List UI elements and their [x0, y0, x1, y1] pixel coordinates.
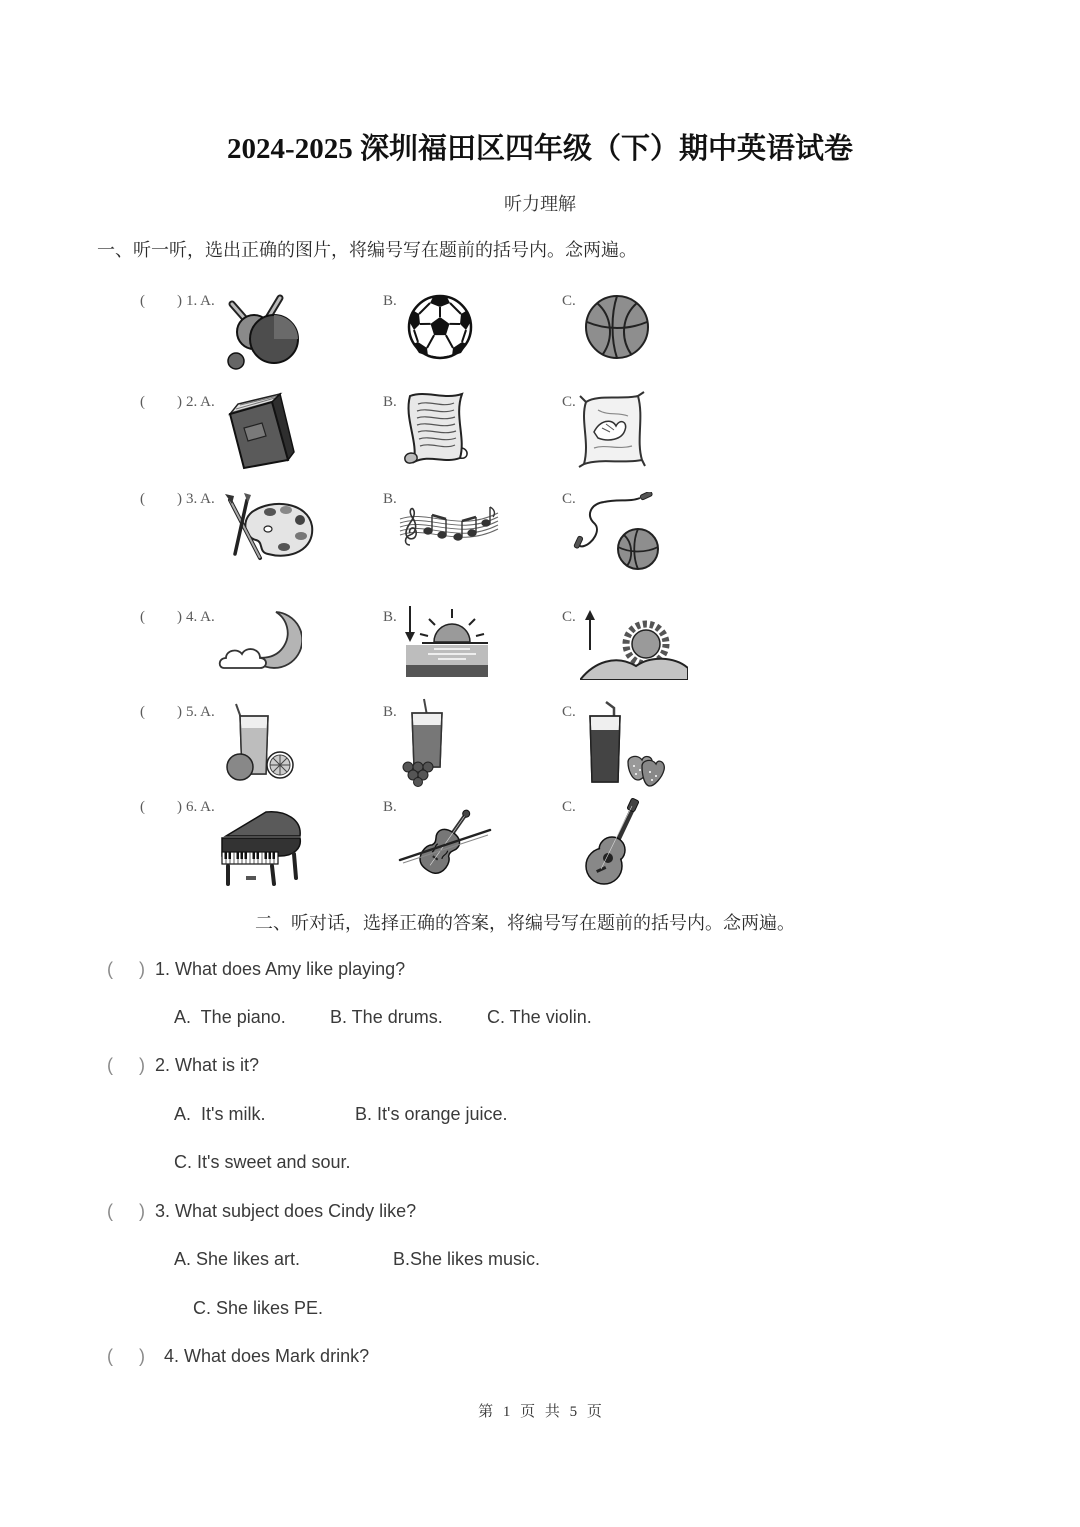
answer-bracket-close: ): [177, 704, 182, 720]
violin-icon: [395, 800, 495, 886]
question-label: 3. A.: [186, 491, 215, 507]
answer-bracket-open: (: [107, 1201, 113, 1221]
option-c-label: C.: [562, 491, 576, 507]
section-2-heading: 二、听对话，选择正确的答案，将编号写在题前的括号内。念两遍。: [255, 913, 795, 934]
answer-bracket-open: (: [140, 704, 145, 720]
answer-bracket-close: ): [139, 1201, 145, 1221]
section-1-heading: 一、听一听，选出正确的图片，将编号写在题前的括号内。念两遍。: [97, 240, 637, 261]
option-b-label: B.: [383, 704, 397, 720]
option-b-label: B.: [383, 491, 397, 507]
option-c-label: C.: [562, 609, 576, 625]
pillow-icon: [578, 390, 646, 468]
answer-bracket-open: (: [140, 609, 145, 625]
option-c-label: C.: [562, 293, 576, 309]
option-b-label: B.: [383, 799, 397, 815]
answer-bracket-close: ): [177, 799, 182, 815]
question-text: 3. What subject does Cindy like?: [155, 1201, 417, 1221]
section-subtitle: 听力理解: [504, 194, 576, 215]
option-a: A. She likes art.: [174, 1249, 301, 1269]
option-a: A. The piano.: [174, 1007, 286, 1027]
answer-bracket-open: (: [140, 491, 145, 507]
option-b-label: B.: [383, 394, 397, 410]
paper-scroll-icon: [398, 390, 472, 470]
option-b: B.She likes music.: [393, 1249, 541, 1269]
answer-bracket-close: ): [139, 1346, 145, 1366]
page-title: 2024-2025 深圳福田区四年级（下）期中英语试卷: [227, 133, 853, 165]
moon-cloud-icon: [218, 608, 302, 674]
strawberry-juice-icon: [582, 700, 666, 788]
guitar-icon: [580, 798, 644, 888]
answer-bracket-close: ): [177, 394, 182, 410]
question-text: 1. What does Amy like playing?: [155, 959, 406, 979]
question-text: 2. What is it?: [155, 1055, 260, 1075]
option-c-label: C.: [562, 799, 576, 815]
option-b-label: B.: [383, 609, 397, 625]
page-number-footer: 第 1 页 共 5 页: [478, 1404, 602, 1420]
answer-bracket-close: ): [177, 491, 182, 507]
question-label: 5. A.: [186, 704, 215, 720]
answer-bracket-close: ): [139, 1055, 145, 1075]
option-c-label: C.: [562, 394, 576, 410]
question-label: 4. A.: [186, 609, 215, 625]
question-label: 1. A.: [186, 293, 215, 309]
question-label: 6. A.: [186, 799, 215, 815]
question-text: 4. What does Mark drink?: [164, 1346, 370, 1366]
answer-bracket-open: (: [140, 293, 145, 309]
sunrise-icon: [580, 606, 688, 680]
option-c: C. The violin.: [487, 1007, 592, 1027]
piano-icon: [216, 808, 304, 888]
football-icon: [405, 292, 475, 362]
jump-rope-ball-icon: [572, 492, 662, 572]
option-b: B. The drums.: [330, 1007, 443, 1027]
answer-bracket-open: (: [107, 959, 113, 979]
answer-bracket-open: (: [140, 799, 145, 815]
orange-juice-icon: [222, 702, 296, 782]
answer-bracket-close: ): [177, 609, 182, 625]
question-label: 2. A.: [186, 394, 215, 410]
answer-bracket-open: (: [107, 1055, 113, 1075]
option-a: A. It's milk.: [174, 1104, 266, 1124]
answer-bracket-open: (: [107, 1346, 113, 1366]
option-b: B. It's orange juice.: [355, 1104, 508, 1124]
option-c: C. It's sweet and sour.: [174, 1152, 351, 1172]
basketball-icon: [582, 292, 652, 362]
ping-pong-icon: [222, 292, 302, 372]
answer-bracket-open: (: [140, 394, 145, 410]
option-b-label: B.: [383, 293, 397, 309]
answer-bracket-close: ): [139, 959, 145, 979]
grape-juice-icon: [400, 697, 454, 787]
music-notes-icon: [398, 503, 500, 553]
sunset-icon: [400, 604, 490, 679]
option-c: C. She likes PE.: [193, 1298, 324, 1318]
answer-bracket-close: ): [177, 293, 182, 309]
option-c-label: C.: [562, 704, 576, 720]
art-palette-icon: [220, 492, 314, 562]
book-icon: [222, 388, 302, 470]
